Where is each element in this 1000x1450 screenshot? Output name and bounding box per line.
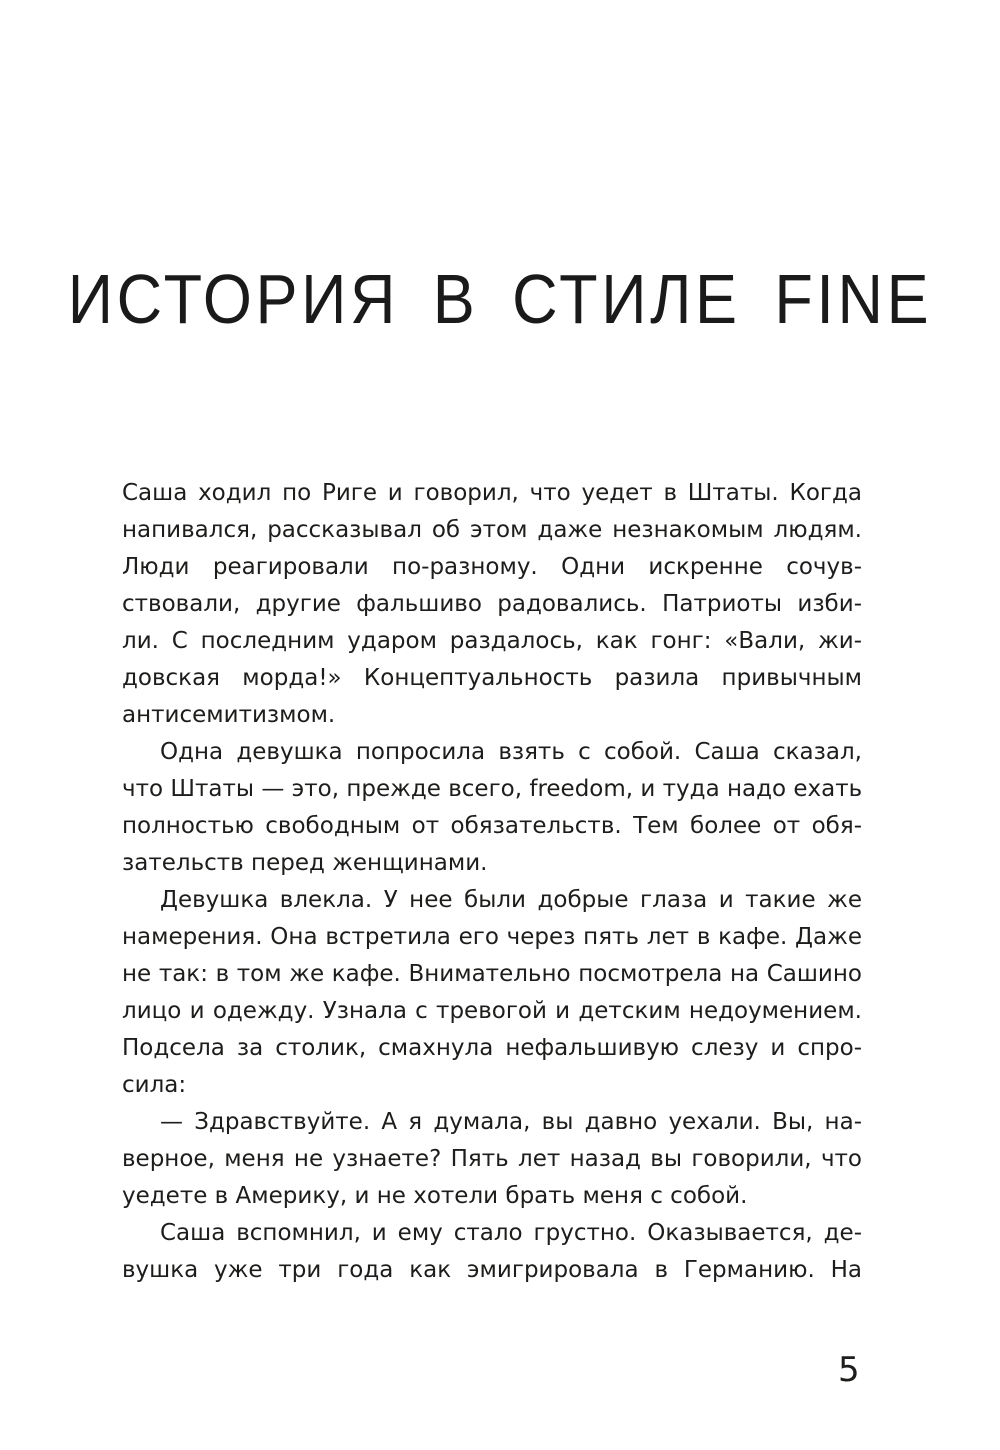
text-line: сила: <box>122 1072 187 1098</box>
text-line: Люди реагировали по-разному. Одни искренне сочув- <box>122 554 862 580</box>
text-line: верное, меня не узнаете? Пять лет назад вы говорили, что <box>122 1146 862 1172</box>
text-line: лицо и одежду. Узнала с тревогой и детским недоумением. <box>122 998 862 1024</box>
text-line: Одна девушка попросила взять с собой. Саша сказал, <box>160 739 862 765</box>
text-line: Подсела за столик, смахнула нефальшивую слезу и спро- <box>122 1035 862 1061</box>
text-line: зательств перед женщинами. <box>122 850 488 876</box>
text-line: — Здравствуйте. А я думала, вы давно уехали. Вы, на- <box>160 1109 862 1135</box>
text-line: довская морда!» Концептуальность разила привычным <box>122 665 862 691</box>
text-line: Девушка влекла. У нее были добрые глаза и такие же <box>160 887 862 913</box>
paragraph <box>122 475 862 734</box>
text-line: Саша ходил по Риге и говорил, что уедет в Штаты. Когда <box>122 480 862 506</box>
paragraph <box>122 1215 862 1289</box>
paragraph <box>122 882 862 1104</box>
text-line: напивался, рассказывал об этом даже незнакомым людям. <box>122 517 862 543</box>
body-text <box>122 475 862 1289</box>
paragraph <box>122 1104 862 1215</box>
page-number: 5 <box>838 1350 860 1390</box>
text-line: антисемитизмом. <box>122 702 336 728</box>
text-line: что Штаты — это, прежде всего, freedom, и туда надо ехать <box>122 776 863 802</box>
paragraph <box>122 734 862 882</box>
text-line: вушка уже три года как эмигрировала в Германию. На <box>122 1257 862 1283</box>
text-line: ствовали, другие фальшиво радовались. Патриоты изби- <box>122 591 862 617</box>
text-line: полностью свободным от обязательств. Тем более от обя- <box>122 813 862 839</box>
text-line: намерения. Она встретила его через пять лет в кафе. Даже <box>122 924 862 950</box>
text-line: не так: в том же кафе. Внимательно посмотрела на Сашино <box>122 961 862 987</box>
text-line: ли. С последним ударом раздалось, как гонг: «Вали, жи- <box>122 628 862 654</box>
text-line: Саша вспомнил, и ему стало грустно. Оказывается, де- <box>160 1220 862 1246</box>
text-line: уедете в Америку, и не хотели брать меня с собой. <box>122 1183 748 1209</box>
chapter-title: ИСТОРИЯ В СТИЛЕ FINE <box>67 259 933 338</box>
